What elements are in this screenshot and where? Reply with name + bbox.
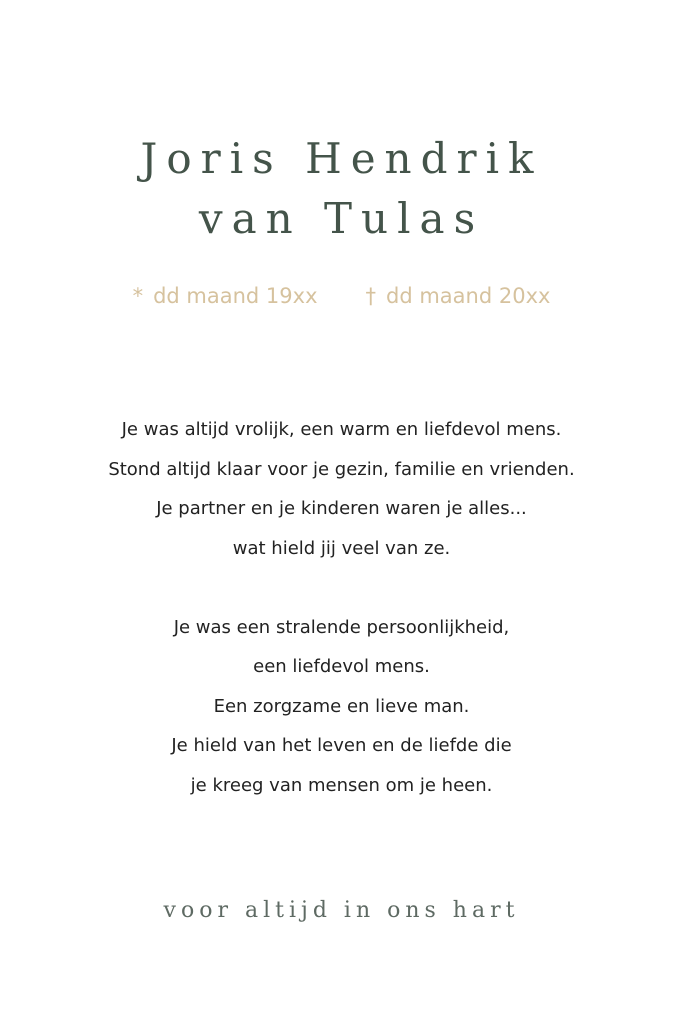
poem-line: Je was een stralende persoonlijkheid, [173, 616, 510, 638]
poem-line: Een zorgzame en lieve man. [213, 695, 470, 717]
poem-line: Je partner en je kinderen waren je alles... [156, 498, 527, 519]
poem-line: Je was altijd vrolijk, een warm en liefdevol mens. [121, 419, 562, 440]
poem-line: wat hield jij veel van ze. [232, 537, 451, 559]
memorial-poem [0, 410, 683, 805]
poem-line: je kreeg van mensen om je heen. [190, 774, 493, 796]
closing-phrase: voor altijd in ons hart [163, 898, 520, 923]
life-dates [0, 284, 683, 309]
name-second-line: van Tulas [198, 194, 485, 243]
birth-star-icon: * [132, 284, 144, 308]
death-date: dd maand 20xx [386, 284, 551, 308]
stanza-gap [0, 568, 683, 608]
poem-line: Je hield van het leven en de liefde die [171, 735, 512, 756]
name-first-line: Joris Hendrik [140, 134, 543, 183]
poem-line: Stond altijd klaar voor je gezin, familie en vrienden. [108, 458, 575, 480]
death-cross-icon: † [365, 284, 376, 308]
birth-date: dd maand 19xx [153, 284, 318, 308]
poem-line: een liefdevol mens. [253, 656, 430, 677]
